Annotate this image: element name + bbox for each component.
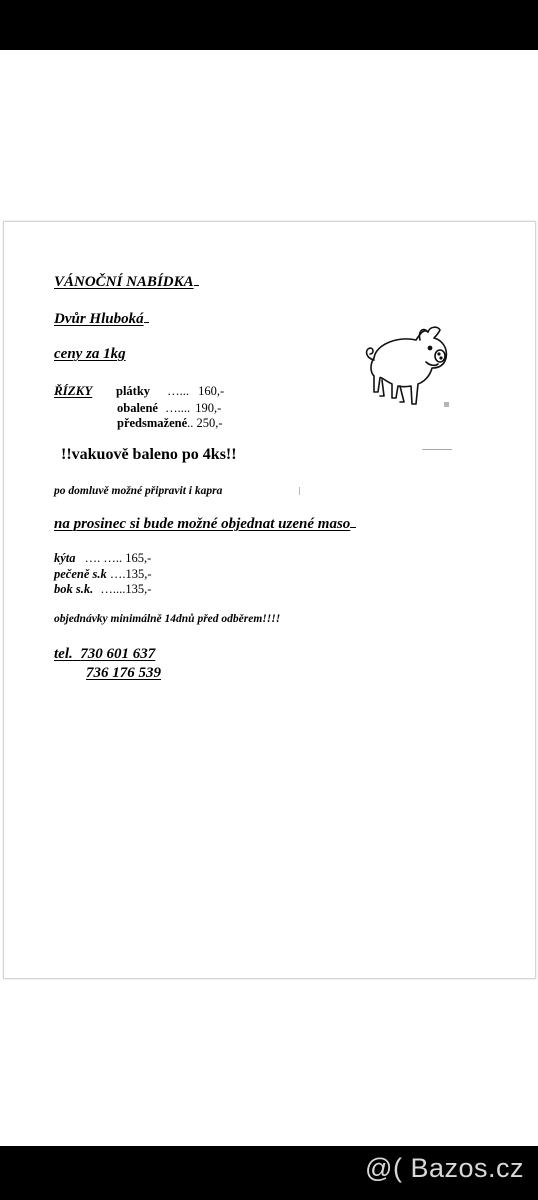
item-dots: .. <box>187 416 194 430</box>
smoked-item <box>54 582 151 597</box>
carp-note: po domluvě možné připravit i kapra <box>54 485 223 497</box>
order-note: objednávky minimálně 14dnů před odběrem!!!! <box>54 613 281 625</box>
rizky-item <box>116 384 224 399</box>
item-dots: …. <box>109 567 126 581</box>
item-name: plátky <box>116 384 151 398</box>
smoked-note-text: na prosinec si bude možné objednat uzené maso <box>54 516 351 532</box>
flyer-page <box>3 221 536 979</box>
item-price: 190,- <box>195 401 222 415</box>
rizky-heading: ŘÍZKY <box>54 383 93 398</box>
farm-name <box>54 310 149 328</box>
item-name: obalené <box>117 401 158 415</box>
item-price: 135,- <box>125 567 152 581</box>
bazos-watermark: @( Bazos.cz <box>365 1153 524 1183</box>
flyer-title-text: VÁNOČNÍ NABÍDKA <box>54 274 194 290</box>
smoked-note <box>54 515 356 533</box>
price-note: ceny za 1kg <box>54 346 126 362</box>
item-dots: …... <box>167 384 190 398</box>
flyer-title <box>54 273 199 291</box>
item-price: 165,- <box>125 551 152 565</box>
item-name: pečeně s.k <box>54 567 107 581</box>
smoked-item <box>54 567 152 582</box>
item-dots: ….... <box>165 401 191 415</box>
contact-line-1 <box>54 646 155 663</box>
item-name: předsmažené <box>117 416 188 430</box>
contact-line-2 <box>86 665 161 682</box>
farm-name-text: Dvůr Hluboká <box>54 311 144 327</box>
item-price: 250,- <box>196 416 223 430</box>
top-black-bar <box>0 0 538 50</box>
scan-tick <box>299 487 300 495</box>
item-dots: ….... <box>100 582 126 596</box>
scan-speck <box>444 402 449 407</box>
item-price: 160,- <box>198 384 225 398</box>
vacuum-note: !!vakuově baleno po 4ks!! <box>61 446 237 463</box>
rizky-item <box>117 401 221 416</box>
rizky-item <box>117 416 223 431</box>
smoked-item <box>54 551 151 566</box>
pig-icon <box>358 318 454 414</box>
item-dots: …. ….. <box>84 551 123 565</box>
scan-line <box>422 449 452 450</box>
item-name: kýta <box>54 551 76 565</box>
phone-label: tel. <box>54 646 73 662</box>
phone-number-1: 730 601 637 <box>80 646 156 662</box>
item-name: bok s.k. <box>54 582 94 596</box>
phone-number-2: 736 176 539 <box>86 665 161 681</box>
item-price: 135,- <box>125 582 152 596</box>
